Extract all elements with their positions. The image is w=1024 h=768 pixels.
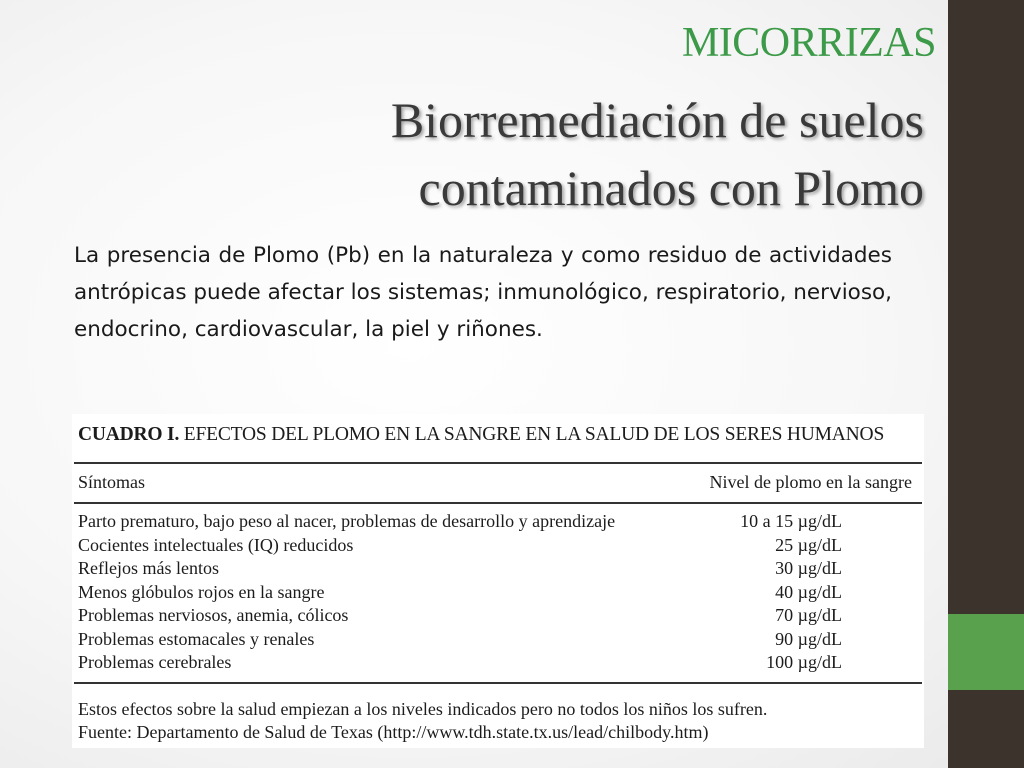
table-caption-label: CUADRO I. bbox=[78, 424, 180, 445]
title-line-2: contaminados con Plomo bbox=[418, 160, 924, 216]
table-row bbox=[72, 534, 924, 558]
slide-subtitle: MICORRIZAS bbox=[681, 20, 936, 66]
table-body bbox=[72, 510, 924, 675]
table-caption-text: EFECTOS DEL PLOMO EN LA SANGRE EN LA SALUD DE LOS SERES HUMANOS bbox=[179, 424, 885, 445]
level-cell: 30 µg/dL bbox=[775, 558, 842, 578]
table-caption bbox=[78, 424, 884, 446]
table-footnote: Estos efectos sobre la salud empiezan a los niveles indicados pero no todos los niños los sufren. bbox=[78, 699, 768, 719]
symptom-cell: Cocientes intelectuales (IQ) reducidos bbox=[78, 534, 354, 555]
table-row bbox=[72, 651, 924, 675]
symptom-cell: Menos glóbulos rojos en la sangre bbox=[78, 581, 325, 602]
table-row bbox=[72, 510, 924, 534]
column-header-symptoms: Síntomas bbox=[78, 472, 146, 492]
table-notes bbox=[78, 698, 767, 744]
table-top-rule bbox=[74, 462, 922, 464]
level-cell: 90 µg/dL bbox=[775, 628, 842, 649]
table-header-rule bbox=[74, 502, 922, 504]
slide-title bbox=[164, 86, 924, 222]
level-cell: 40 µg/dL bbox=[775, 581, 842, 602]
symptom-cell: Reflejos más lentos bbox=[78, 558, 219, 578]
symptom-cell: Problemas cerebrales bbox=[78, 652, 232, 672]
table-bottom-rule bbox=[74, 682, 922, 684]
lead-effects-table bbox=[72, 414, 924, 748]
title-line-1: Biorremediación de suelos bbox=[390, 92, 924, 148]
table-row bbox=[72, 557, 924, 581]
symptom-cell: Problemas estomacales y renales bbox=[78, 628, 315, 649]
level-cell: 70 µg/dL bbox=[775, 605, 842, 625]
level-cell: 25 µg/dL bbox=[775, 534, 842, 555]
level-cell: 10 a 15 µg/dL bbox=[740, 511, 842, 531]
column-header-level: Nivel de plomo en la sangre bbox=[709, 472, 912, 492]
symptom-cell: Parto prematuro, bajo peso al nacer, problemas de desarrollo y aprendizaje bbox=[78, 511, 616, 531]
table-row bbox=[72, 604, 924, 628]
table-source: Fuente: Departamento de Salud de Texas (http://www.tdh.state.tx.us/lead/chilbody.htm) bbox=[78, 722, 709, 742]
table-row bbox=[72, 581, 924, 605]
symptom-cell: Problemas nerviosos, anemia, cólicos bbox=[78, 605, 349, 625]
level-cell: 100 µg/dL bbox=[766, 652, 842, 672]
slide-body-text: La presencia de Plomo (Pb) en la naturaleza y como residuo de actividades antrópicas puede afectar los sistemas; inmunológico, respiratorio, nervioso, endocrino, cardiovascular, la piel y riñones. bbox=[74, 243, 893, 342]
sidebar-accent-block bbox=[948, 614, 1024, 690]
table-row bbox=[72, 628, 924, 652]
